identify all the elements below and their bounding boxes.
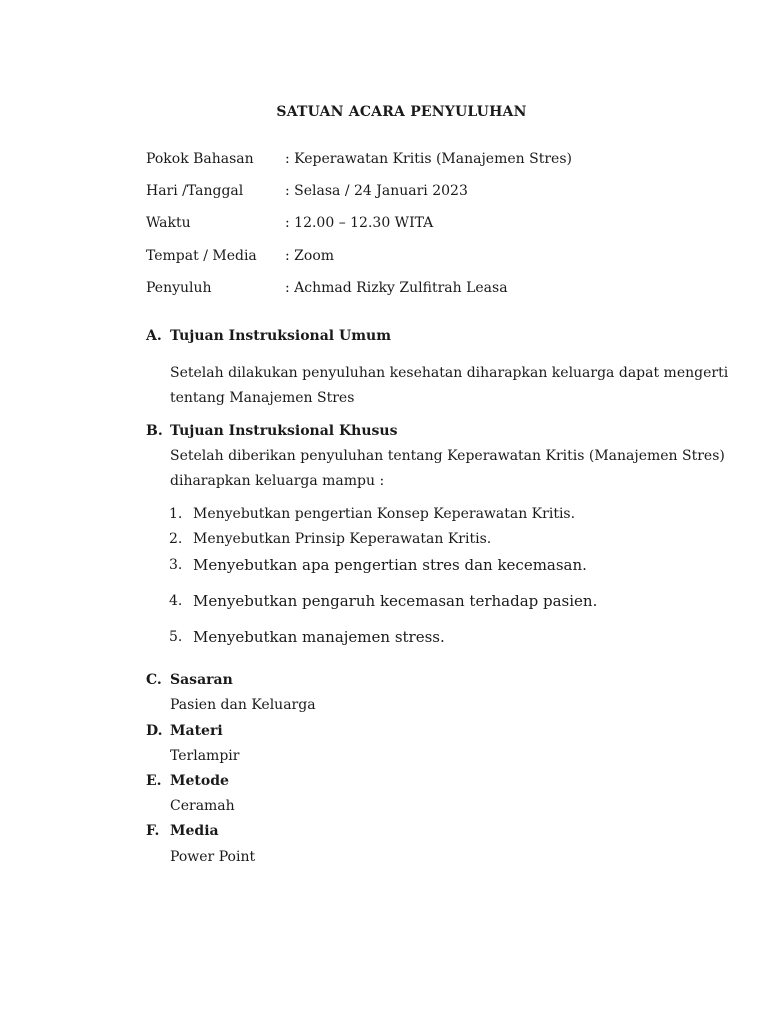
section-a-title: Tujuan Instruksional Umum — [170, 328, 392, 344]
info-label: Hari /Tanggal — [146, 183, 244, 199]
section-a-letter: A. — [146, 328, 162, 344]
info-label: Tempat / Media — [146, 248, 257, 264]
info-value: : 12.00 – 12.30 WITA — [285, 215, 434, 231]
info-value: : Achmad Rizky Zulfitrah Leasa — [285, 280, 508, 296]
list-item: Menyebutkan manajemen stress. — [193, 628, 445, 646]
section-d-text: Terlampir — [170, 748, 240, 764]
section-e-text: Ceramah — [170, 798, 235, 814]
section-e-title: Metode — [170, 773, 229, 789]
info-label: Waktu — [146, 215, 191, 231]
section-f-text: Power Point — [170, 849, 256, 865]
list-item: Menyebutkan apa pengertian stres dan kecemasan. — [193, 556, 587, 574]
section-c-title: Sasaran — [170, 672, 233, 688]
info-value: : Selasa / 24 Januari 2023 — [285, 183, 468, 199]
list-item: Menyebutkan Prinsip Keperawatan Kritis. — [193, 531, 492, 547]
section-c-letter: C. — [146, 672, 162, 688]
list-item-number: 5. — [169, 629, 183, 645]
info-value: : Keperawatan Kritis (Manajemen Stres) — [285, 151, 572, 167]
list-item: Menyebutkan pengertian Konsep Keperawatan Kritis. — [193, 506, 576, 522]
list-item-number: 2. — [169, 531, 183, 547]
section-b-title: Tujuan Instruksional Khusus — [170, 423, 398, 439]
document-title: SATUAN ACARA PENYULUHAN — [276, 104, 527, 120]
info-label: Penyuluh — [146, 280, 212, 296]
section-e-letter: E. — [146, 773, 162, 789]
paragraph-line: Setelah diberikan penyuluhan tentang Keperawatan Kritis (Manajemen Stres) — [170, 448, 725, 464]
section-b-letter: B. — [146, 423, 163, 439]
list-item-number: 3. — [169, 557, 183, 573]
info-label: Pokok Bahasan — [146, 151, 254, 167]
section-b-paragraph — [170, 446, 725, 491]
section-a-paragraph — [170, 363, 729, 408]
section-c-text: Pasien dan Keluarga — [170, 697, 316, 713]
list-item: Menyebutkan pengaruh kecemasan terhadap pasien. — [193, 592, 598, 610]
section-f-title: Media — [170, 823, 219, 839]
paragraph-line: diharapkan keluarga mampu : — [170, 473, 385, 489]
list-item-number: 1. — [169, 506, 183, 522]
section-d-title: Materi — [170, 723, 223, 739]
paragraph-line: Setelah dilakukan penyuluhan kesehatan diharapkan keluarga dapat mengerti — [170, 365, 729, 381]
section-d-letter: D. — [146, 723, 163, 739]
list-item-number: 4. — [169, 593, 183, 609]
paragraph-line: tentang Manajemen Stres — [170, 390, 355, 406]
section-f-letter: F. — [146, 823, 160, 839]
info-value: : Zoom — [285, 248, 335, 264]
